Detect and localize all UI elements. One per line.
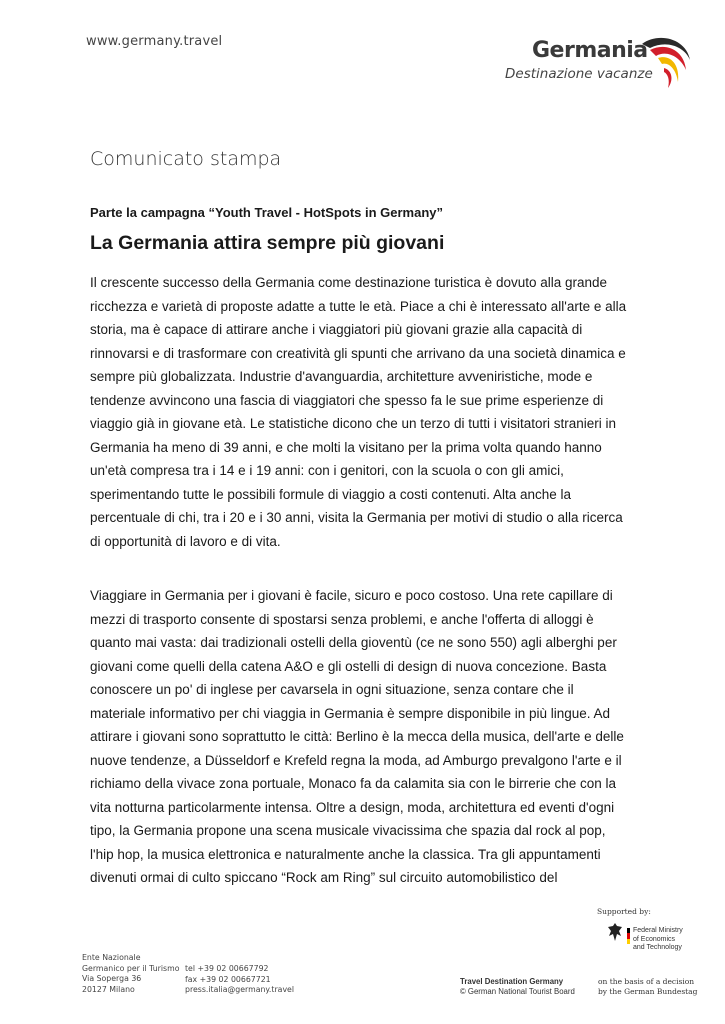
website-url: www.germany.travel — [86, 34, 223, 49]
supported-by-label: Supported by: — [597, 907, 651, 916]
germania-logo — [500, 34, 696, 94]
federal-eagle-icon — [607, 922, 623, 942]
footer-address: Ente Nazionale Germanico per il Turismo Via Soperga 36 20127 Milano — [82, 953, 180, 994]
logo-title: Germania — [532, 38, 648, 63]
section-title: Comunicato stampa — [90, 148, 282, 170]
bundestag-note: on the basis of a decision by the German Bundestag — [598, 977, 698, 996]
flag-swoosh-icon — [636, 34, 694, 92]
tdg-credit: Travel Destination Germany © German National Tourist Board — [460, 977, 575, 996]
press-headline: La Germania attira sempre più giovani — [90, 232, 445, 254]
body-paragraph-1: Il crescente successo della Germania come destinazione turistica è dovuto alla grande ricchezza e varietà di proposte adatte a tutte le età. Piace a chi è interessato all'arte e alla storia, ma è capace di attirare anche i viaggiatori più giovani grazie alla capacità di rinnovarsi e di trasformare con creatività gli spunti che arrivano da una società dinamica e sempre più globalizzata. Industrie d'avanguardia, architetture avveniristiche, mode e tendenze avvincono una fascia di viaggiatori che spesso fa le sue prime esperienze di viaggio già in giovane età. Le statistiche dicono che un terzo di tutti i visitatori stranieri in Germania ha meno di 39 anni, e che molti la visitano per la prima volta quando hanno un'età compresa tra i 14 e i 19 anni: con i genitori, con la scuola o con gli amici, sperimentando tutte le possibili formule di viaggio a costi contenuti. Alta anche la percentuale di chi, tra i 20 e i 30 anni, visita la Germania per motivi di studio o alla ricerca di opportunità di lavoro e di vita. — [90, 275, 627, 549]
ministry-name: Federal Ministry of Economics and Technology — [633, 927, 683, 951]
press-email-link[interactable]: press.italia@germany.travel — [185, 985, 295, 994]
campaign-subheading: Parte la campagna “Youth Travel - HotSpots in Germany” — [90, 205, 444, 220]
footer-contacts: tel +39 02 00667792 fax +39 02 00667721 press.italia@germany.travel — [185, 964, 295, 994]
logo-subtitle: Destinazione vacanze — [505, 66, 653, 82]
body-paragraph-2: Viaggiare in Germania per i giovani è facile, sicuro e poco costoso. Una rete capillare di mezzi di trasporto consente di spostarsi senza problemi, e anche l'offerta di alloggi è quanto mai vasta: dai tradizionali ostelli della gioventù (ce ne sono 550) agli alberghi per giovani come quelli della catena A&O e gli ostelli di design di nuova concezione. Basta conoscere un po' di inglese per cavarsela in ogni situazione, senza contare che il materiale informativo per chi viaggia in Germania è sempre disponibile in più lingue. Ad attirare i giovani sono soprattutto le città: Berlino è la mecca della musica, dell'arte e delle nuove tendenze, a Düsseldorf e Krefeld regna la moda, ad Amburgo prevalgono l'arte e il richiamo della vivace zona portuale, Monaco fa da calamita sia con le birrerie che con la vita notturna particolarmente intensa. Oltre a design, moda, architettura ed eventi d'ogni tipo, la Germania propone una scena musicale vivacissima che spazia dal rock al pop, l'hip hop, la musica elettronica e naturalmente anche la classica. Tra gli appuntamenti divenuti ormai di culto spiccano “Rock am Ring” sul circuito automobilistico del — [90, 588, 624, 885]
german-flag-icon — [627, 928, 630, 944]
